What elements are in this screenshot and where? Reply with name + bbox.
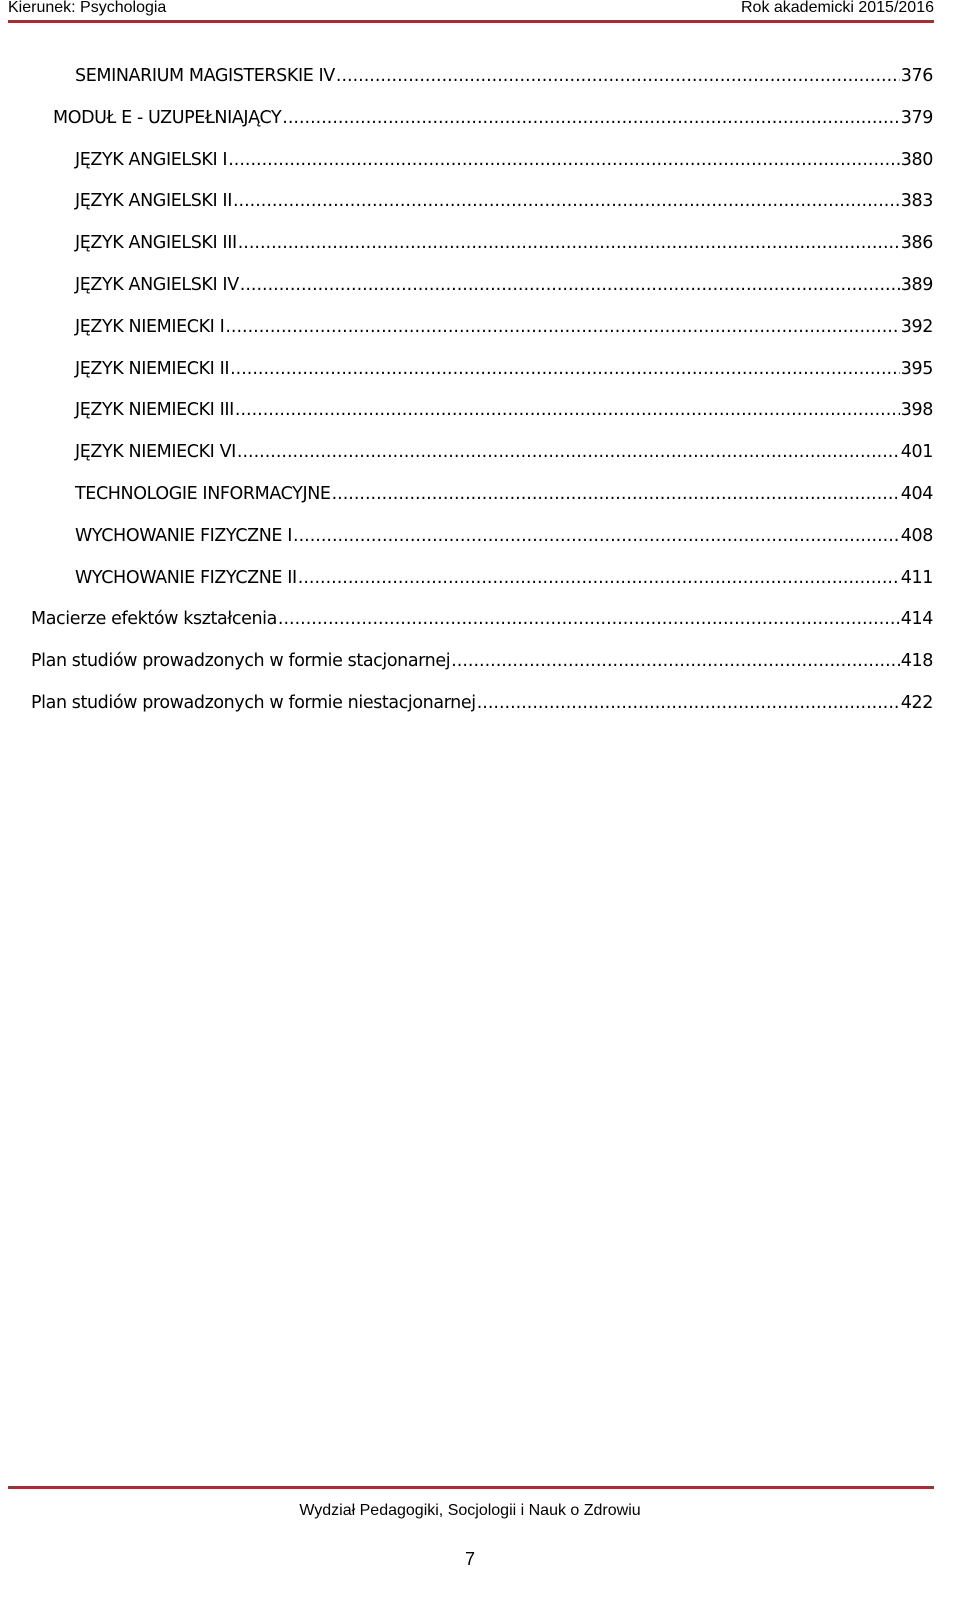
toc-entry-label: JĘZYK ANGIELSKI IV: [75, 275, 239, 295]
toc-entry-page: 401: [900, 442, 933, 463]
toc-dot-leader: [225, 317, 899, 337]
toc-dot-leader: [298, 568, 900, 588]
toc-dot-leader: [336, 66, 900, 86]
footer-divider: [8, 1486, 934, 1489]
toc-entry-label: Plan studiów prowadzonych w formie stacjonarnej: [31, 651, 451, 672]
toc-entry-page: 398: [900, 400, 933, 421]
toc-entry[interactable]: [53, 108, 933, 134]
toc-entry[interactable]: [31, 651, 933, 677]
toc-entry[interactable]: [75, 317, 933, 343]
toc-dot-leader: [278, 609, 900, 629]
toc-dot-leader: [293, 526, 900, 546]
toc-dot-leader: [332, 484, 900, 504]
toc-entry-label: JĘZYK ANGIELSKI II: [75, 191, 232, 212]
toc-entry-page: 376: [900, 66, 933, 86]
toc-entry[interactable]: [75, 442, 933, 468]
toc-entry-page: 379: [900, 107, 933, 128]
toc-entry-label: JĘZYK NIEMIECKI III: [75, 400, 234, 421]
toc-entry-page: 383: [900, 191, 933, 212]
toc-entry-label: JĘZYK ANGIELSKI III: [75, 233, 237, 254]
toc-entry-label: JĘZYK NIEMIECKI I: [75, 316, 225, 337]
toc-entry-page: 411: [900, 567, 933, 588]
toc-entry[interactable]: [75, 233, 933, 259]
toc-dot-leader: [230, 359, 900, 379]
toc-entry[interactable]: [75, 568, 933, 594]
toc-entry-label: JĘZYK ANGIELSKI I: [75, 149, 228, 170]
toc-entry[interactable]: [31, 693, 933, 719]
toc-entry-page: 404: [900, 484, 933, 504]
toc-entry-page: 422: [900, 693, 933, 713]
toc-entry[interactable]: [75, 484, 933, 510]
page-header: [8, 0, 934, 22]
toc-entry-label: Plan studiów prowadzonych w formie niestacjonarnej: [31, 693, 476, 713]
toc-dot-leader: [233, 191, 900, 211]
footer-faculty: Wydział Pedagogiki, Socjologii i Nauk o Zdrowiu: [299, 1502, 641, 1519]
toc-entry-page: 386: [900, 233, 933, 254]
toc-entry[interactable]: [75, 400, 933, 426]
toc-entry[interactable]: [75, 526, 933, 552]
toc-dot-leader: [451, 651, 900, 671]
toc-entry[interactable]: [75, 150, 933, 176]
toc-entry-page: 395: [900, 358, 933, 379]
toc-entry-label: JĘZYK NIEMIECKI VI: [75, 442, 236, 463]
toc-entry-label: WYCHOWANIE FIZYCZNE I: [75, 525, 293, 546]
toc-entry[interactable]: [75, 359, 933, 385]
toc-entry-page: 408: [900, 525, 933, 546]
toc-entry[interactable]: [75, 66, 933, 92]
toc-entry-label: SEMINARIUM MAGISTERSKIE IV: [75, 66, 335, 86]
header-program: Kierunek: Psychologia: [8, 0, 167, 16]
toc-entry-page: 389: [900, 275, 933, 295]
header-divider: [8, 20, 934, 23]
toc-entry-label: JĘZYK NIEMIECKI II: [75, 358, 230, 379]
toc-entry-label: TECHNOLOGIE INFORMACYJNE: [75, 484, 331, 504]
toc-entry[interactable]: [75, 275, 933, 301]
toc-entry-page: 414: [900, 609, 933, 630]
toc-dot-leader: [282, 108, 900, 128]
toc-dot-leader: [228, 150, 900, 170]
toc-dot-leader: [477, 693, 900, 713]
toc-entry-page: 418: [900, 651, 933, 672]
page-number: 7: [464, 1549, 475, 1569]
toc-dot-leader: [240, 275, 900, 295]
toc-entry-label: MODUŁ E - UZUPEŁNIAJĄCY: [53, 107, 282, 128]
toc-entry-label: WYCHOWANIE FIZYCZNE II: [75, 567, 297, 588]
toc-dot-leader: [235, 400, 900, 420]
toc-dot-leader: [237, 442, 900, 462]
toc-entry[interactable]: [75, 191, 933, 217]
toc-dot-leader: [238, 233, 900, 253]
toc-entry[interactable]: [31, 609, 933, 635]
toc-entry-label: Macierze efektów kształcenia: [31, 609, 277, 630]
toc-entry-page: 392: [900, 316, 933, 337]
header-academic-year: Rok akademicki 2015/2016: [740, 0, 934, 16]
toc-entry-page: 380: [900, 149, 933, 170]
